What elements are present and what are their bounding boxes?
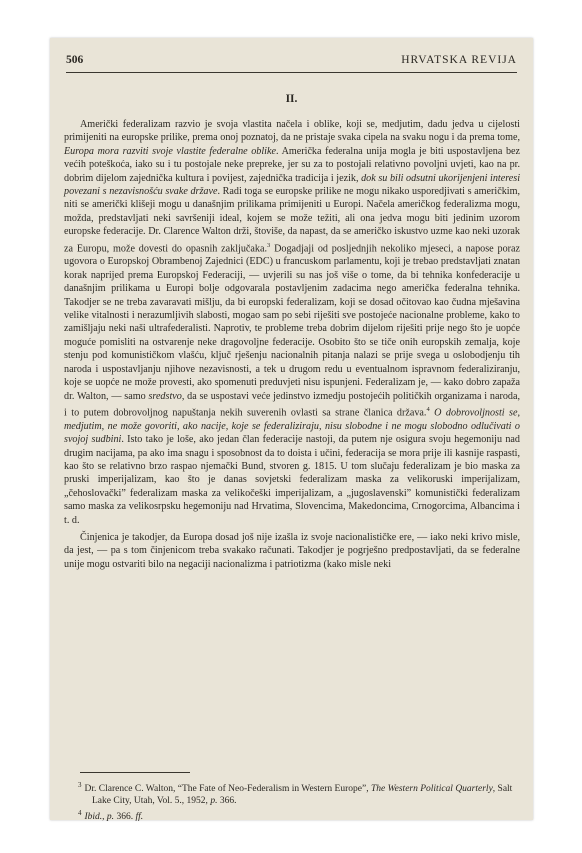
italic-text-run: O dobrovoljnosti se, medjutim, ne može govoriti, ako nacije, koje se federaliziraju, nisu slobodne i ne mogu slobodno odlučivati o svojoj sudbini [64, 407, 521, 446]
italic-text-run: sredstvo [148, 390, 182, 402]
book-page [50, 38, 533, 823]
italic-text-run: Ibid., p. [84, 812, 115, 823]
page-number: 506 [66, 54, 84, 66]
body-text [64, 118, 520, 571]
running-header [66, 54, 517, 70]
italic-text-run: Europa mora razviti svoje vlastite federalne oblike [64, 145, 276, 157]
text-run: , Salt Lake City, Utah, Vol. 5., 1952, [92, 784, 513, 807]
text-run: . Američka federalna unija mogla je biti uspostavljena bez većih poteškoća, iako su i tu postojale neke prepreke, jer su za to postojali relativno povoljni uvjeti, kao na pr. dobrim dijelom zajednička kultura i povijest, zajednička tradicija i jezik, [64, 145, 520, 184]
footnote-reference: 4 [426, 405, 430, 413]
italic-text-run: dok su bili odsutni ukorijenjeni interesi povezani s nezavisnošću svake države [64, 172, 521, 198]
italic-text-run: p. [210, 796, 218, 807]
text-run: 366. [114, 812, 136, 823]
header-rule [66, 72, 517, 73]
section-heading: II. [285, 93, 298, 105]
paragraph [64, 118, 520, 527]
text-run: , da se uspostavi veće jedinstvo izmedju postojećih političkih organizama i naroda, i to putem dobrovoljnog napuštanja nekih suverenih ovlasti sa strane članica država. [64, 390, 520, 419]
paragraph [64, 531, 520, 571]
footnote [78, 779, 518, 807]
footnote-reference: 3 [266, 241, 271, 249]
text-run: . Radi toga se europske prilike ne mogu nikako usporedjivati s američkim, niti se američki klišeji mogu u današnjim prilikama primijeniti u Europi. Načela američkog federalizma mogu, možda, predstavljati neki savršeniji ideal, kojem se može težiti, ali ona jedva mogu biti jedinim uzorom europske federacije. Dr. Clarence Walton drži, štoviše, da napast, da se američko iskustvo uzme kao neki uzorak za Europu, može dovesti do opasnih zaključaka. [64, 186, 520, 255]
italic-text-run: The Western Political Quarterly [370, 784, 493, 795]
journal-title: HRVATSKA REVIJA [401, 54, 517, 66]
text-run: Dogadjaji od posljednjih nekoliko mjeseci, a napose poraz ugovora o Europskoj Obrambenoj Zajednici (EDC) u francuskom parlamentu, koji je trebao predstavljati znatan korak naprijed prema Europskoj Federaciji, — uvjerili su nas još više o tome, da bi tehnika konfederacije u današnjim prilikama u Europi bolje odgovarala postavljenim zadacima nego američka federalna tehnika. Takodjer se ne treba zavaravati mišlju, da bi europski federalizam, koji se dosad očitovao kao čudna mješavina velike vitalnosti i nerazumljivih slabosti, mogao sam po sebi riješiti sve postojeće nacionalne probleme, kako to zamišljaju neki naši ultrafederalisti. Naprotiv, te probleme treba dobrim dijelom riješiti prije nego što je uopće moguće pomisliti na ostvarenje neke dragovoljne federacije. Osobito što se tiče onih europskih zemalja, koje stenju pod komunističkom vlašću, ključ rješenju nacionalnih pitanja nalazi se prije svega u oslobodjenju tih naroda i uspostavljanju njihove nezavisnosti, a tek u drugom redu u eventualnom ispravnom federaliziranju, koje se uopće ne može provesti, ako spomenuti preduvjeti nisu ispunjeni. Federalizam je, — kako dobro zapaža dr. Walton, — samo [64, 243, 520, 402]
text-run: Američki federalizam razvio je svoja vlastita načela i oblike, koji se, medjutim, dadu jedva u cijelosti primijeniti na europske prilike, prema onoj poznatoj, da ne pristaje svaka cipela na svaku nogu i da prema tome, [64, 119, 520, 144]
footnotes [78, 779, 518, 823]
footnote-number: 3 [78, 781, 82, 789]
footnote-number: 4 [78, 809, 82, 818]
text-run: . Isto tako je loše, ako jedan član federacije nastoji, da putem nje osigura svoju hegemoniju nad drugim nacijama, pa ako ima snagu i sposobnost da to doista i učini, federacija se mora prije ili kasnije raspasti, kao što se relativno brzo raspao njemački Bund, stvoren g. 1815. U tom slučaju federalizam je bio maska za pruski imperijalizam, kao što je danas sovjetski federalizam maska za velikoruski imperijalizam, „čehoslovački” federalizam maska za velikočeški imperijalizam, a „jugoslavenski” komunistički federalizam samo maska za velikosrpsku hegemoniju nad Hrvatima, Slovencima, Makedoncima, Crnogorcima, Albancima i t. d. [64, 434, 520, 526]
text-run: Činjenica je takodjer, da Europa dosad još nije izašla iz svoje nacionalističke ere, — iako neki krivo misle, da jest, — pa s tom činjenicom treba svakako računati. Takodjer je pogrješno predpostavljati, da se federalne unije mogu ostvariti bilo na negaciji nacionalizma i patriotizma (kako misle neki [64, 531, 520, 570]
italic-text-run: ff. [135, 812, 144, 823]
footnote [78, 807, 518, 823]
footnote-rule [80, 772, 190, 773]
text-run: 366. [217, 796, 237, 807]
text-run: Dr. Clarence C. Walton, “The Fate of Neo-Federalism in Western Europe”, [84, 784, 371, 795]
